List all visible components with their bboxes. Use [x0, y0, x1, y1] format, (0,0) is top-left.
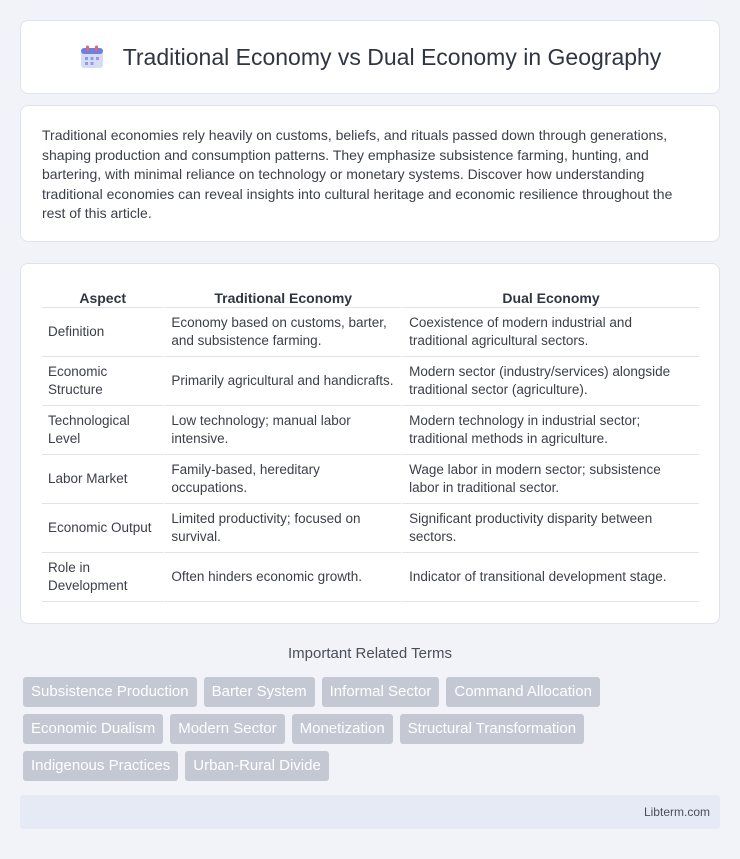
cell-aspect: Labor Market [42, 455, 163, 504]
cell-traditional: Limited productivity; focused on survival. [163, 504, 401, 553]
table-row [42, 357, 699, 406]
tag-structural-transformation[interactable]: Structural Transformation [400, 714, 584, 744]
header-dual-economy: Dual Economy [401, 287, 699, 308]
cell-dual: Wage labor in modern sector; subsistence labor in traditional sector. [401, 455, 699, 504]
header-traditional-economy: Traditional Economy [163, 287, 401, 308]
tag-command-allocation[interactable]: Command Allocation [446, 677, 600, 707]
footer [20, 795, 720, 829]
table-row [42, 406, 699, 455]
cell-aspect: Role in Development [42, 553, 163, 602]
tag-barter-system[interactable]: Barter System [204, 677, 315, 707]
cell-aspect: Technological Level [42, 406, 163, 455]
table-row [42, 504, 699, 553]
cell-traditional: Family-based, hereditary occupations. [163, 455, 401, 504]
cell-dual: Modern technology in industrial sector; traditional methods in agriculture. [401, 406, 699, 455]
header-aspect: Aspect [42, 287, 163, 308]
table-row [42, 308, 699, 357]
cell-traditional: Primarily agricultural and handicrafts. [163, 357, 401, 406]
tag-subsistence-production[interactable]: Subsistence Production [23, 677, 197, 707]
cell-dual: Modern sector (industry/services) alongside traditional sector (agriculture). [401, 357, 699, 406]
tag-indigenous-practices[interactable]: Indigenous Practices [23, 751, 178, 781]
intro-text: Traditional economies rely heavily on customs, beliefs, and rituals passed down through generations, shaping production and consumption patterns. They emphasize subsistence farming, hunting, and bartering, with minimal reliance on technology or monetary systems. Discover how understanding traditional economies can reveal insights into cultural heritage and economic resilience throughout the rest of this article. [42, 127, 673, 221]
calendar-icon [79, 44, 105, 70]
intro-card [20, 105, 720, 242]
related-terms-title: Important Related Terms [288, 645, 452, 662]
table-row [42, 553, 699, 602]
comparison-table-card [20, 263, 720, 624]
table-row [42, 455, 699, 504]
title-wrap [79, 44, 662, 71]
table-header-row [42, 287, 699, 308]
cell-aspect: Economic Structure [42, 357, 163, 406]
header-card [20, 20, 720, 94]
cell-aspect: Definition [42, 308, 163, 357]
tag-urban-rural-divide[interactable]: Urban-Rural Divide [185, 751, 329, 781]
tag-informal-sector[interactable]: Informal Sector [322, 677, 440, 707]
cell-dual: Indicator of transitional development stage. [401, 553, 699, 602]
tag-modern-sector[interactable]: Modern Sector [170, 714, 284, 744]
cell-dual: Coexistence of modern industrial and traditional agricultural sectors. [401, 308, 699, 357]
cell-aspect: Economic Output [42, 504, 163, 553]
footer-site-link[interactable]: Libterm.com [643, 805, 710, 819]
cell-traditional: Often hinders economic growth. [163, 553, 401, 602]
page-title: Traditional Economy vs Dual Economy in Geography [122, 43, 662, 70]
tag-economic-dualism[interactable]: Economic Dualism [23, 714, 163, 744]
cell-traditional: Low technology; manual labor intensive. [163, 406, 401, 455]
related-terms-list [23, 677, 723, 781]
cell-traditional: Economy based on customs, barter, and subsistence farming. [163, 308, 401, 357]
comparison-table [42, 287, 699, 602]
tag-monetization[interactable]: Monetization [292, 714, 393, 744]
cell-dual: Significant productivity disparity between sectors. [401, 504, 699, 553]
